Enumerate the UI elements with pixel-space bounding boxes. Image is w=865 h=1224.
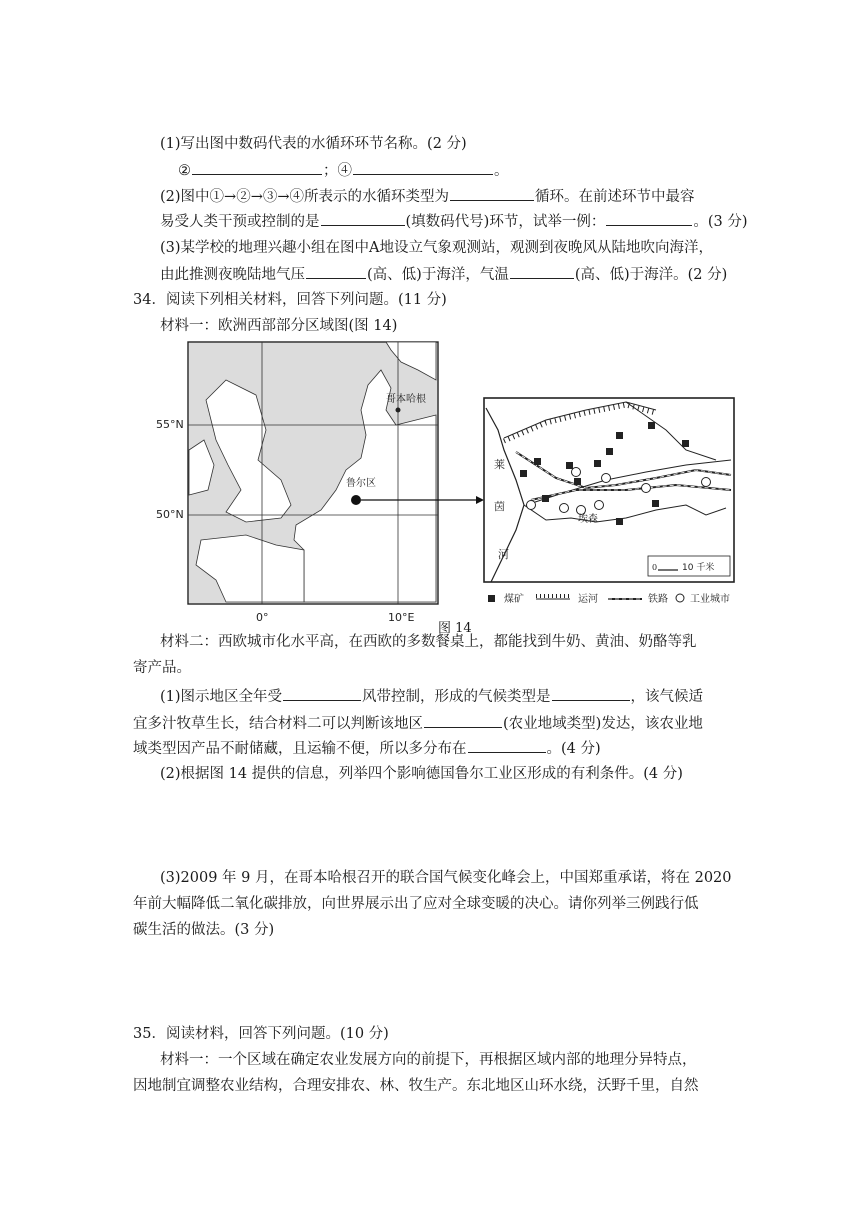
coal-mine	[566, 462, 573, 469]
legend-coal-symbol	[488, 595, 495, 602]
figure-caption: 图 14	[438, 621, 472, 636]
ruhr-label: 鲁尔区	[346, 478, 376, 489]
legend-city-symbol	[676, 594, 684, 602]
q33-p3-line2	[160, 264, 727, 285]
q34-p1-b: 风带控制，形成的气候类型是	[362, 689, 551, 705]
q33-blank-cycle[interactable]	[450, 186, 534, 201]
q33-blank-4[interactable]	[353, 160, 493, 175]
q35-material1-line2: 因地制宜调整农业结构，合理安排农、林、牧生产。东北地区山环水绕，沃野千里，自然	[133, 1078, 699, 1094]
essen-label: 埃森	[578, 514, 598, 525]
q34-p1-f: 域类型因产品不耐储藏，且运输不便，所以多分布在	[133, 741, 467, 757]
q33-blank-pressure[interactable]	[306, 264, 366, 279]
copenhagen-dot	[396, 408, 401, 413]
coal-mine	[648, 422, 655, 429]
q33-p2-a: (2)图中①→②→③→④所表示的水循环类型为	[160, 189, 449, 205]
industrial-city	[572, 468, 581, 477]
q35-title: 35．阅读材料，回答下列问题。(10 分)	[133, 1026, 389, 1042]
q34-title: 34．阅读下列相关材料，回答下列问题。(11 分)	[133, 292, 447, 308]
q34-material2-line1: 材料二：西欧城市化水平高，在西欧的多数餐桌上，都能找到牛奶、黄油、奶酪等乳	[160, 634, 697, 650]
legend-rail-label: 铁路	[648, 594, 668, 605]
q33-p3-line1: (3)某学校的地理兴趣小组在图中A地设立气象观测站，观测到夜晚风从陆地吹向海洋，	[160, 240, 714, 256]
q33-p3-b: 由此推测夜晚陆地气压	[160, 267, 305, 283]
q34-material1: 材料一：欧洲西部部分区域图(图 14)	[160, 318, 398, 334]
q33-blank-temp[interactable]	[510, 264, 574, 279]
q34-p3-line3: 碳生活的做法。(3 分)	[133, 922, 275, 938]
industrial-city	[602, 474, 611, 483]
q33-p1-sep: ；④	[323, 163, 352, 179]
q33-p2-b: 循环。在前述环节中最容	[535, 189, 695, 205]
q33-p1-end: 。	[494, 163, 509, 179]
q33-p1-label-a: ②	[178, 163, 191, 179]
rhine-label-2: 茵	[494, 500, 505, 513]
map-svg	[156, 340, 736, 632]
lat-50-label: 50°N	[156, 508, 184, 521]
figure-14-map	[156, 340, 736, 632]
q34-blank-location[interactable]	[468, 738, 546, 753]
q33-p1-text: (1)写出图中数码代表的水循环环节名称。(2 分)	[160, 136, 467, 152]
q34-blank-climate[interactable]	[552, 686, 630, 701]
lon-0-label: 0°	[256, 611, 269, 624]
coal-mine	[616, 518, 623, 525]
lon-10e-label: 10°E	[388, 611, 415, 624]
q33-p2-c: 易受人类干预或控制的是	[160, 214, 320, 230]
q34-p1-line2	[133, 713, 703, 734]
q34-blank-agri[interactable]	[424, 713, 502, 728]
industrial-city	[642, 484, 651, 493]
q34-material2-line2: 寄产品。	[133, 660, 191, 676]
q33-blank-link[interactable]	[321, 211, 405, 226]
industrial-city	[527, 501, 536, 510]
industrial-city	[595, 501, 604, 510]
legend-city-label: 工业城市	[690, 594, 730, 605]
coal-mine	[534, 458, 541, 465]
q33-p2-line1	[160, 186, 695, 207]
q34-p1-g: 。(4 分)	[546, 741, 601, 757]
q34-p3-line1: (3)2009 年 9 月，在哥本哈根召开的联合国气候变化峰会上，中国郑重承诺，将在 2020	[160, 870, 732, 886]
coal-mine	[594, 460, 601, 467]
industrial-city	[702, 478, 711, 487]
legend-coal-label: 煤矿	[504, 594, 524, 605]
q34-p1-line3	[133, 738, 601, 759]
coal-mine	[616, 432, 623, 439]
lat-55-label: 55°N	[156, 418, 184, 431]
q34-p1-a: (1)图示地区全年受	[160, 689, 283, 705]
q34-blank-wind[interactable]	[283, 686, 361, 701]
q33-p1-answers	[178, 160, 509, 181]
coal-mine	[520, 470, 527, 477]
ruhr-dot	[351, 495, 361, 505]
q33-p3-d: (高、低)于海洋。(2 分)	[574, 267, 728, 283]
q33-blank-example[interactable]	[606, 211, 692, 226]
coal-mine	[542, 495, 549, 502]
q33-p2-d: (填数码代号)环节，试举一例：	[405, 214, 606, 230]
rhine-label-1: 莱	[494, 458, 505, 471]
coal-mine	[606, 448, 613, 455]
coal-mine	[682, 440, 689, 447]
q34-p1-d: 宜多汁牧草生长，结合材料二可以判断该地区	[133, 716, 423, 732]
q33-blank-2[interactable]	[192, 160, 322, 175]
q34-p2: (2)根据图 14 提供的信息，列举四个影响德国鲁尔工业区形成的有利条件。(4 分)	[160, 766, 683, 782]
q33-p3-c: (高、低)于海洋，气温	[367, 267, 509, 283]
scale-label: 10 千米	[682, 563, 715, 573]
coal-mine	[652, 500, 659, 507]
q33-p2-e: 。(3 分)	[693, 214, 748, 230]
rhine-label-3: 河	[498, 548, 509, 561]
q34-p1-line1	[160, 686, 703, 707]
coal-mine	[574, 478, 581, 485]
q34-p3-line2: 年前大幅降低二氧化碳排放，向世界展示出了应对全球变暖的决心。请你列举三例践行低	[133, 896, 699, 912]
q34-p1-c: ，该气候适	[630, 689, 704, 705]
scale-zero: 0	[652, 563, 658, 572]
arrow-head	[476, 496, 484, 504]
q35-material1-line1: 材料一：一个区域在确定农业发展方向的前提下，再根据区域内部的地理分异特点，	[160, 1052, 697, 1068]
copenhagen-label: 哥本哈根	[386, 394, 426, 405]
q34-p1-e: (农业地域类型)发达，该农业地	[503, 716, 703, 732]
q33-p2-line2	[160, 211, 747, 232]
legend-canal-label: 运河	[578, 594, 598, 605]
industrial-city	[560, 504, 569, 513]
